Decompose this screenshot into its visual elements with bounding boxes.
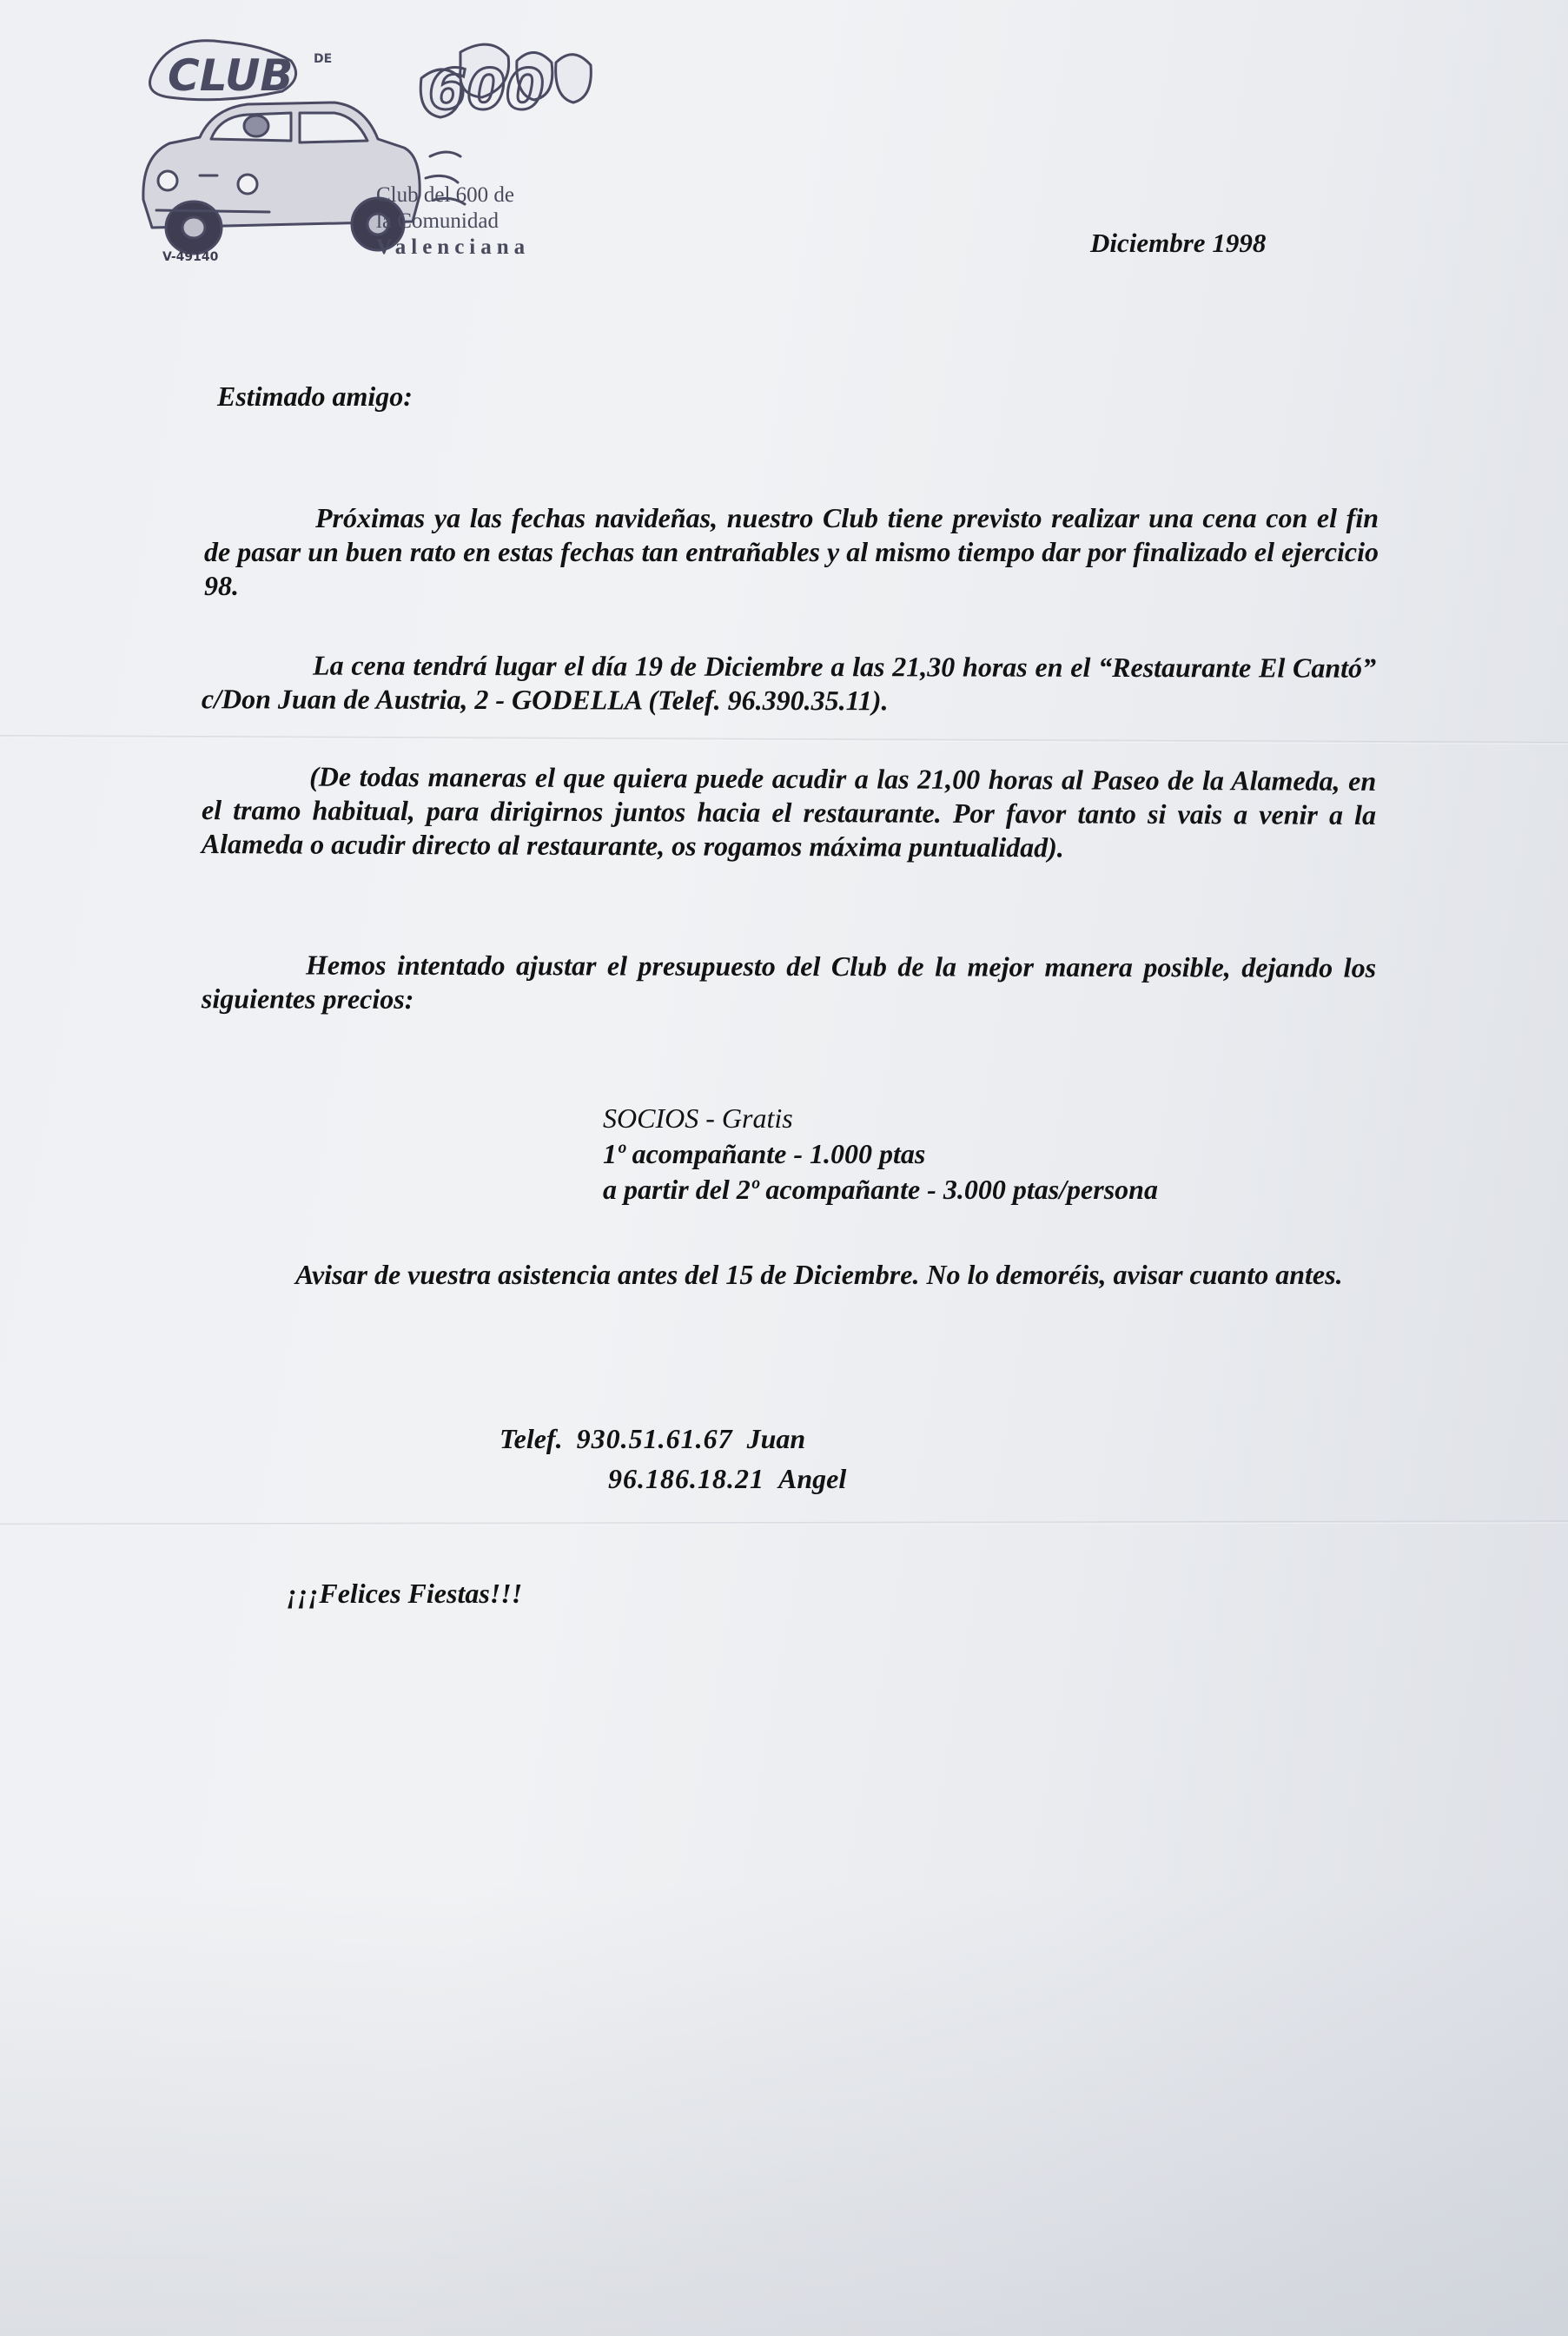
price-item: SOCIOS - Gratis (603, 1102, 793, 1134)
paragraph-rsvp: Avisar de vuestra asistencia antes del 15 de Diciembre. No lo demoréis, avisar cuanto antes. (295, 1259, 1343, 1290)
paper-fold-line (0, 735, 1568, 744)
contact-row (500, 1459, 846, 1499)
club-logo (117, 26, 604, 287)
paper-fold-line (0, 1520, 1568, 1525)
car-logo-icon (117, 26, 604, 287)
logo-600-text: 600 (428, 58, 545, 122)
contact-row (500, 1419, 846, 1459)
paragraph-dinner-details: La cena tendrá lugar el día 19 de Diciembre a las 21,30 horas en el “Restaurante El Cantó” c/Don Juan de Austria, 2 - GODELLA (Telef. 96.390.35.11). (201, 649, 1377, 717)
logo-club-text: CLUB (168, 50, 294, 101)
contact-phones (500, 1419, 846, 1499)
price-item: a partir del 2º acompañante - 3.000 ptas/persona (603, 1174, 1158, 1205)
phone-number: 96.186.18.21 (608, 1463, 764, 1494)
paragraph-intro: Próximas ya las fechas navideñas, nuestro Club tiene previsto realizar una cena con el fin de pasar un buen rato en estas fechas tan entrañables y al mismo tiempo dar por finalizado el ejercicio 98. (204, 502, 1379, 601)
contact-name: Juan (746, 1423, 806, 1454)
logo-de-text: DE (314, 52, 333, 66)
logo-caption (376, 182, 530, 261)
phone-number: 930.51.61.67 (576, 1423, 733, 1454)
license-plate: V-49140 (162, 250, 219, 264)
price-list (603, 1101, 1158, 1208)
paragraph-budget: Hemos intentado ajustar el presupuesto del Club de la mejor manera posible, dejando los siguientes precios: (201, 949, 1377, 1015)
logo-caption-line3: Valenciana (376, 235, 531, 259)
paragraph-meeting-point: (De todas maneras el que quiera puede acudir a las 21,00 horas al Paseo de la Alameda, en el tramo habitual, para dirigirnos juntos hacia el restaurante. Por favor tanto si vais a venir a la Alameda o acudir directo al restaurante, os rogamos máxima puntualidad). (201, 760, 1377, 864)
contact-name: Angel (778, 1463, 847, 1494)
phone-label: Telef. (500, 1423, 563, 1454)
price-item: 1º acompañante - 1.000 ptas (603, 1138, 926, 1169)
letter-date: Diciembre 1998 (1090, 228, 1267, 258)
closing-greeting: ¡¡¡Felices Fiestas!!! (287, 1578, 523, 1609)
logo-caption-line1: Club del 600 de (376, 183, 515, 207)
page-shadow (0, 1884, 1568, 2336)
logo-caption-line2: la Comunidad (376, 209, 499, 233)
greeting: Estimado amigo: (217, 381, 413, 412)
